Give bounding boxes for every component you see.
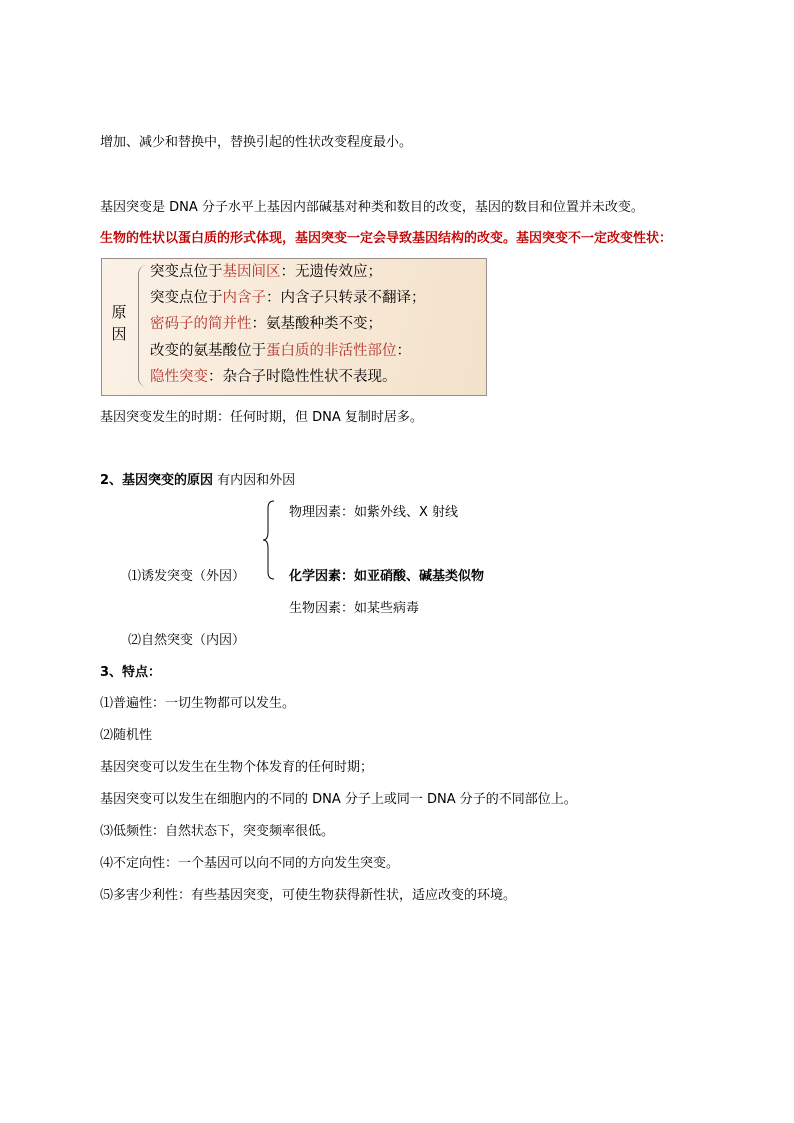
physical-factor: 物理因素：如紫外线、X 射线 [289,505,459,520]
box-line [150,288,426,308]
section-2-suffix: 有内因和外因 [213,473,296,488]
box-line [150,262,382,282]
box-text: ：内含子只转录不翻译； [266,290,426,306]
induced-mutation: ⑴诱发突变（外因） [128,569,246,584]
box-line [150,314,382,334]
feature-item: ⑵随机性 [100,728,153,743]
reason-box [101,258,487,396]
box-highlight: 蛋白质的非活性部位 [266,343,397,359]
box-line [150,341,411,361]
box-text: ：杂合子时隐性性状不表现。 [208,369,397,385]
section-2-heading [100,472,295,490]
box-text: 突变点位于 [150,290,223,306]
box-highlight: 基因间区 [222,264,281,280]
box-text: 改变的氨基酸位于 [150,343,266,359]
box-brace [138,265,147,387]
box-text: ：无遗传效应； [280,264,382,280]
box-label: 原因 [111,303,127,343]
feature-item: ⑶低频性：自然状态下，突变频率很低。 [100,824,335,839]
biological-factor: 生物因素：如某些病毒 [289,601,420,616]
factor-brace [262,500,276,580]
box-highlight: 内含子 [222,290,266,306]
box-text: ： [396,343,411,359]
feature-item: 基因突变可以发生在生物个体发育的任何时期； [100,760,374,775]
paragraph-timing: 基因突变发生的时期：任何时期，但 DNA 复制时居多。 [100,410,423,425]
box-highlight: 密码子的简并性 [150,316,252,332]
paragraph-trait-note: 生物的性状以蛋白质的形式体现，基因突变一定会导致基因结构的改变。基因突变不一定改变性状： [100,231,673,246]
feature-item: 基因突变可以发生在细胞内的不同的 DNA 分子上或同一 DNA 分子的不同部位上。 [100,792,577,807]
paragraph-definition: 基因突变是 DNA 分子水平上基因内部碱基对种类和数目的改变，基因的数目和位置并未改变。 [100,200,644,215]
feature-item: ⑷不定向性：一个基因可以向不同的方向发生突变。 [100,856,400,871]
natural-mutation: ⑵自然突变（内因） [128,633,246,648]
section-2-title: 2、基因突变的原因 [100,473,214,488]
box-text: 突变点位于 [150,264,223,280]
feature-item: ⑴普遍性：一切生物都可以发生。 [100,696,296,711]
chemical-factor: 化学因素：如亚硝酸、碱基类似物 [289,569,485,584]
feature-item: ⑸多害少利性：有些基因突变，可使生物获得新性状，适应改变的环境。 [100,888,517,903]
box-line [150,367,397,387]
paragraph-replacement: 增加、减少和替换中，替换引起的性状改变程度最小。 [100,135,413,150]
box-highlight: 隐性突变 [150,369,208,385]
box-text: ：氨基酸种类不变； [251,316,382,332]
section-3-title: 3、特点： [100,665,162,680]
